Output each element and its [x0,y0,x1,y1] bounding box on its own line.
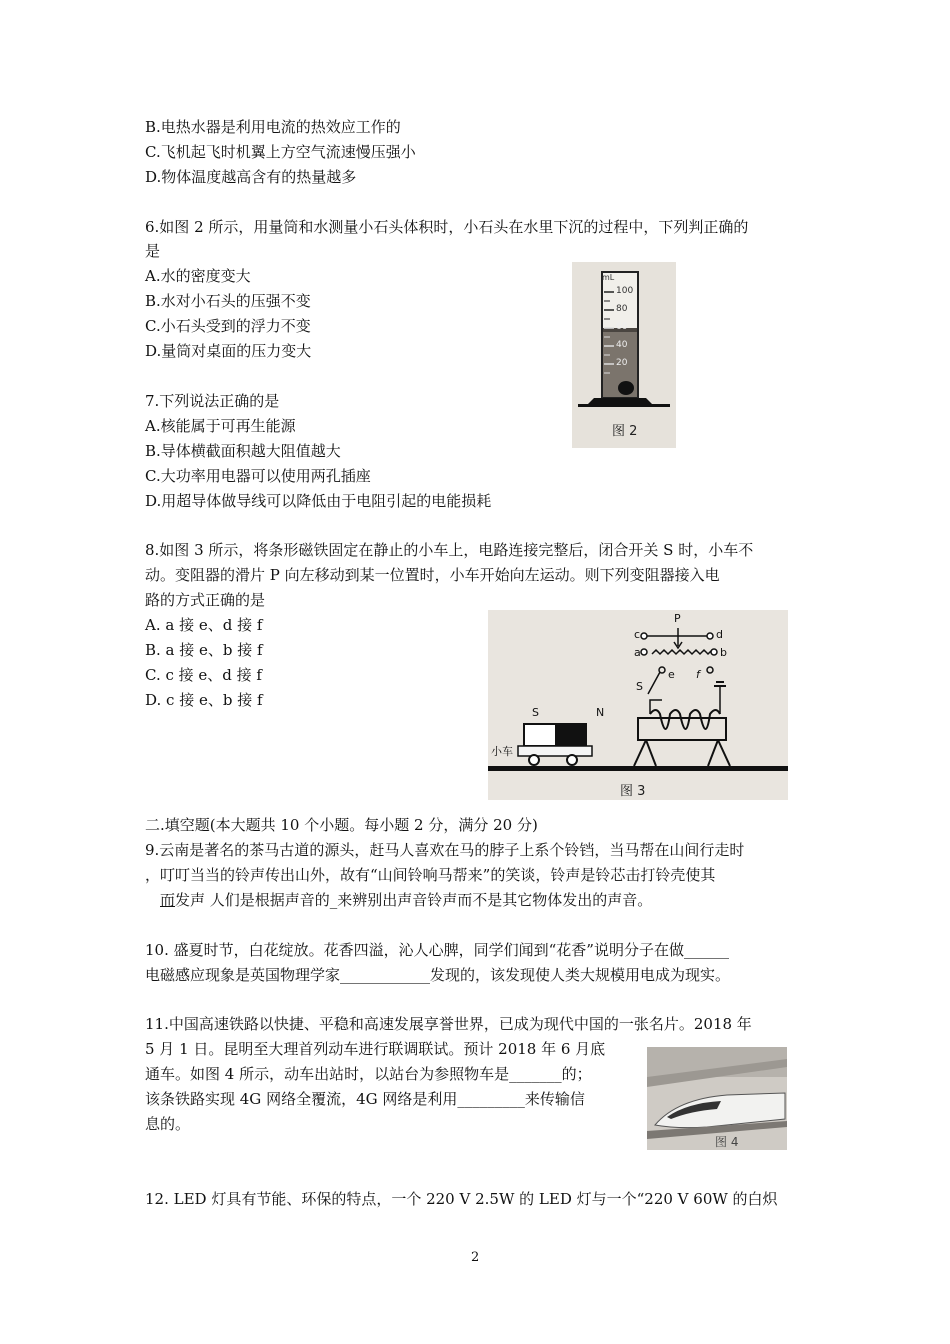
q9-line2: ，叮叮当当的铃声传出山外，故有“山间铃响马帮来”的笑谈，铃声是铃芯击打铃壳使其 [145,866,716,884]
terminal-d-label: d [716,628,723,641]
q7-option-c: C.大功率用电器可以使用两孔插座 [145,467,371,485]
q8-option-b: B. a 接 e、b 接 f [145,641,263,659]
cart-label: 小车 [491,745,513,758]
q8-option-c: C. c 接 e、d 接 f [145,666,262,684]
q8-stem-line2: 动。变阻器的滑片 P 向左移动到某一位置时，小车开始向左运动。则下列变阻器接入电 [145,566,720,584]
cylinder-unit-label: mL [602,273,615,282]
figure-2-caption: 图 2 [612,424,638,439]
q6-option-c: C.小石头受到的浮力不变 [145,317,311,335]
q6-option-a: A.水的密度变大 [145,267,251,285]
q5-option-c: C.飞机起飞时机翼上方空气流速慢压强小 [145,143,416,161]
q7-option-b: B.导体横截面积越大阻值越大 [145,442,341,460]
cylinder-tick-80: 80 [616,304,628,314]
figure-4-train-photo [647,1047,787,1150]
q9-line3-rest: 发声 人们是根据声音的_来辨别出声音铃声而不是其它物体发出的声音。 [175,891,653,909]
magnet-n-label: N [596,706,605,719]
figure-2-graduated-cylinder [572,262,676,448]
q11-line2: 5 月 1 日。昆明至大理首列动车进行联调联试。预计 2018 年 6 月底 [145,1040,606,1058]
terminal-f-label: f [696,668,700,681]
q9-line3 [160,890,652,910]
q10-line1: 10. 盛夏时节，白花绽放。花香四溢，沁人心脾，同学们闻到“花香”说明分子在做______ [145,941,729,959]
magnet-s-label: S [532,706,539,719]
q11-line1: 11.中国高速铁路以快捷、平稳和高速发展享誉世界，已成为现代中国的一张名片。2018 年 [145,1015,752,1033]
terminal-a-label: a [634,646,641,659]
q11-line3: 通车。如图 4 所示，动车出站时，以站台为参照物车是_______的； [145,1065,592,1083]
q7-option-a: A.核能属于可再生能源 [145,417,296,435]
q10-line2: 电磁感应现象是英国物理学家____________发现的，该发现使人类大规模用电成为现实。 [145,966,731,984]
section-2-heading: 二.填空题(本大题共 10 个小题。每小题 2 分，满分 20 分) [145,816,538,834]
q11-line5: 息的。 [145,1115,191,1133]
q8-option-d: D. c 接 e、b 接 f [145,691,263,709]
q6-option-b: B.水对小石头的压强不变 [145,292,311,310]
cylinder-tick-20: 20 [616,358,628,368]
q8-stem-line3: 路的方式正确的是 [145,591,266,609]
terminal-b-label: b [720,646,727,659]
cylinder-tick-40: 40 [616,340,628,350]
q5-option-b: B.电热水器是利用电流的热效应工作的 [145,118,401,136]
figure-4-caption: 图 4 [715,1135,739,1149]
q6-option-d: D.量筒对桌面的压力变大 [145,342,312,360]
figure-3-caption: 图 3 [620,784,646,799]
slider-p-label: P [674,612,681,625]
q6-stem-line1: 6.如图 2 所示，用量筒和水测量小石头体积时，小石头在水里下沉的过程中，下列判正确的 [145,218,749,236]
q9-underlined-word: 而 [160,891,176,909]
terminal-e-label: e [668,668,675,681]
q6-stem-line2: 是 [145,242,161,260]
figure-3-circuit [488,610,788,800]
cylinder-tick-60: 60 [616,322,628,332]
terminal-c-label: c [634,628,641,641]
switch-s-label: S [636,680,643,693]
cylinder-tick-100: 100 [616,286,634,296]
q8-stem-line1: 8.如图 3 所示，将条形磁铁固定在静止的小车上，电路连接完整后，闭合开关 S 时，小车不 [145,541,754,559]
q11-line4: 该条铁路实现 4G 网络全覆流，4G 网络是利用_________来传输信 [145,1090,585,1108]
q9-line1: 9.云南是著名的茶马古道的源头，赶马人喜欢在马的脖子上系个铃铛，当马帮在山间行走时 [145,841,745,859]
page-number: 2 [471,1250,480,1265]
q5-option-d: D.物体温度越高含有的热量越多 [145,168,357,186]
q7-option-d: D.用超导体做导线可以降低由于电阻引起的电能损耗 [145,492,492,510]
q8-option-a: A. a 接 e、d 接 f [145,616,263,634]
q7-stem: 7.下列说法正确的是 [145,392,280,410]
q12-line1: 12. LED 灯具有节能、环保的特点，一个 220 V 2.5W 的 LED 灯与一个“220 V 60W 的白炽 [145,1190,778,1208]
